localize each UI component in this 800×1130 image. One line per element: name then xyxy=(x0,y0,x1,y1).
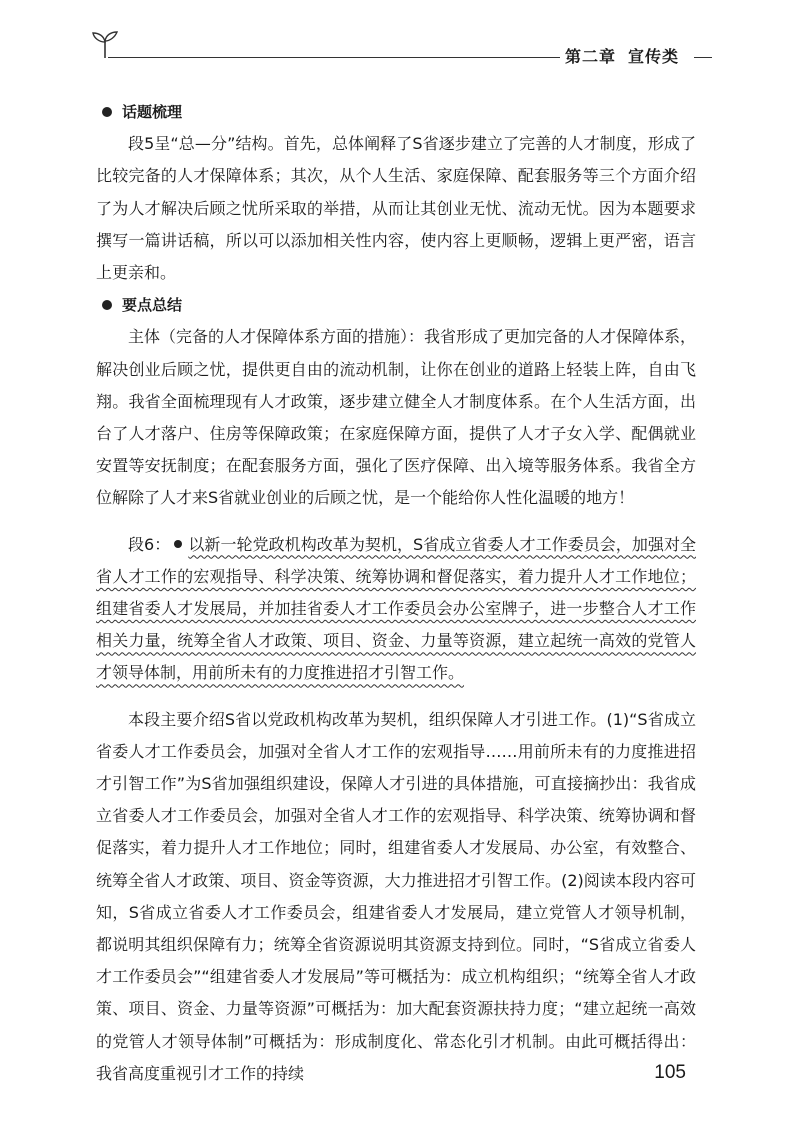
section-label: 宣传类 xyxy=(628,47,680,66)
quoted-source-text: 以新一轮党政机构改革为契机，S省成立省委人才工作委员会，加强对全省人才工作的宏观指导、科学决策、统筹协调和督促落实，着力提升人才工作地位；组建省委人才发展局，并加挂省委人才工作委员会办公室牌子，进一步整合人才工作相关力量，统筹全省人才政策、项目、资金、力量等资源，建立起统一高效的党管人才领导体制，用前所未有的力度推进招才引智工作。 xyxy=(96,534,696,683)
source-paragraph-6 xyxy=(96,529,696,690)
header-rule-right xyxy=(694,57,712,58)
topic-paragraph: 段5呈“总—分”结构。首先，总体阐释了S省逐步建立了完善的人才制度，形成了比较完备的人才保障体系；其次，从个人生活、家庭保障、配套服务等三个方面介绍了为人才解决后顾之忧所采取的举措，从而让其创业无忧、流动无忧。因为本题要求撰写一篇讲话稿，所以可以添加相关性内容，使内容上更顺畅，逻辑上更严密，语言上更亲和。 xyxy=(96,134,696,283)
topic-heading: 话题梳理 xyxy=(96,96,696,128)
summary-paragraph: 主体（完备的人才保障体系方面的措施）：我省形成了更加完备的人才保障体系，解决创业后顾之忧，提供更自由的流动机制，让你在创业的道路上轻装上阵，自由飞翔。我省全面梳理现有人才政策，逐步建立健全人才制度体系。在个人生活方面，出台了人才落户、住房等保障政策；在家庭保障方面，提供了人才子女入学、配偶就业安置等安抚制度；在配套服务方面，强化了医疗保障、出入境等服务体系。我省全方位解除了人才来S省就业创业的后顾之忧，是一个能给你人性化温暖的地方！ xyxy=(96,327,697,508)
page-number: 105 xyxy=(654,1062,686,1083)
summary-heading: 要点总结 xyxy=(96,289,696,321)
bullet-icon xyxy=(102,300,112,310)
page-content xyxy=(96,96,696,1090)
bullet-icon xyxy=(102,107,112,117)
running-header xyxy=(565,44,693,67)
header-rule-left xyxy=(108,57,560,58)
analysis-paragraph: 本段主要介绍S省以党政机构改革为契机，组织保障人才引进工作。(1)“S省成立省委人才工作委员会，加强对全省人才工作的宏观指导……用前所未有的力度推进招才引智工作”为S省加强组织建设，保障人才引进的具体措施，可直接摘抄出：我省成立省委人才工作委员会，加强对全省人才工作的宏观指导、科学决策、统筹协调和督促落实，着力提升人才工作地位；同时，组建省委人才发展局、办公室，有效整合、统筹全省人才政策、项目、资金等资源，大力推进招才引智工作。(2)阅读本段内容可知，S省成立省委人才工作委员会，组建省委人才发展局，建立党管人才领导机制，都说明其组织保障有力；统筹全省资源说明其资源支持到位。同时，“S省成立省委人才工作委员会”“组建省委人才发展局”等可概括为：成立机构组织；“统筹全省人才政策、项目、资金、力量等资源”可概括为：加大配套资源扶持力度；“建立起统一高效的党管人才领导体制”可概括为：形成制度化、常态化引才机制。由此可概括得出：我省高度重视引才工作的持续 xyxy=(96,709,696,1083)
bullet-icon xyxy=(174,540,182,548)
paragraph-label: 段6： xyxy=(128,534,171,554)
chapter-label: 第二章 xyxy=(565,47,617,66)
